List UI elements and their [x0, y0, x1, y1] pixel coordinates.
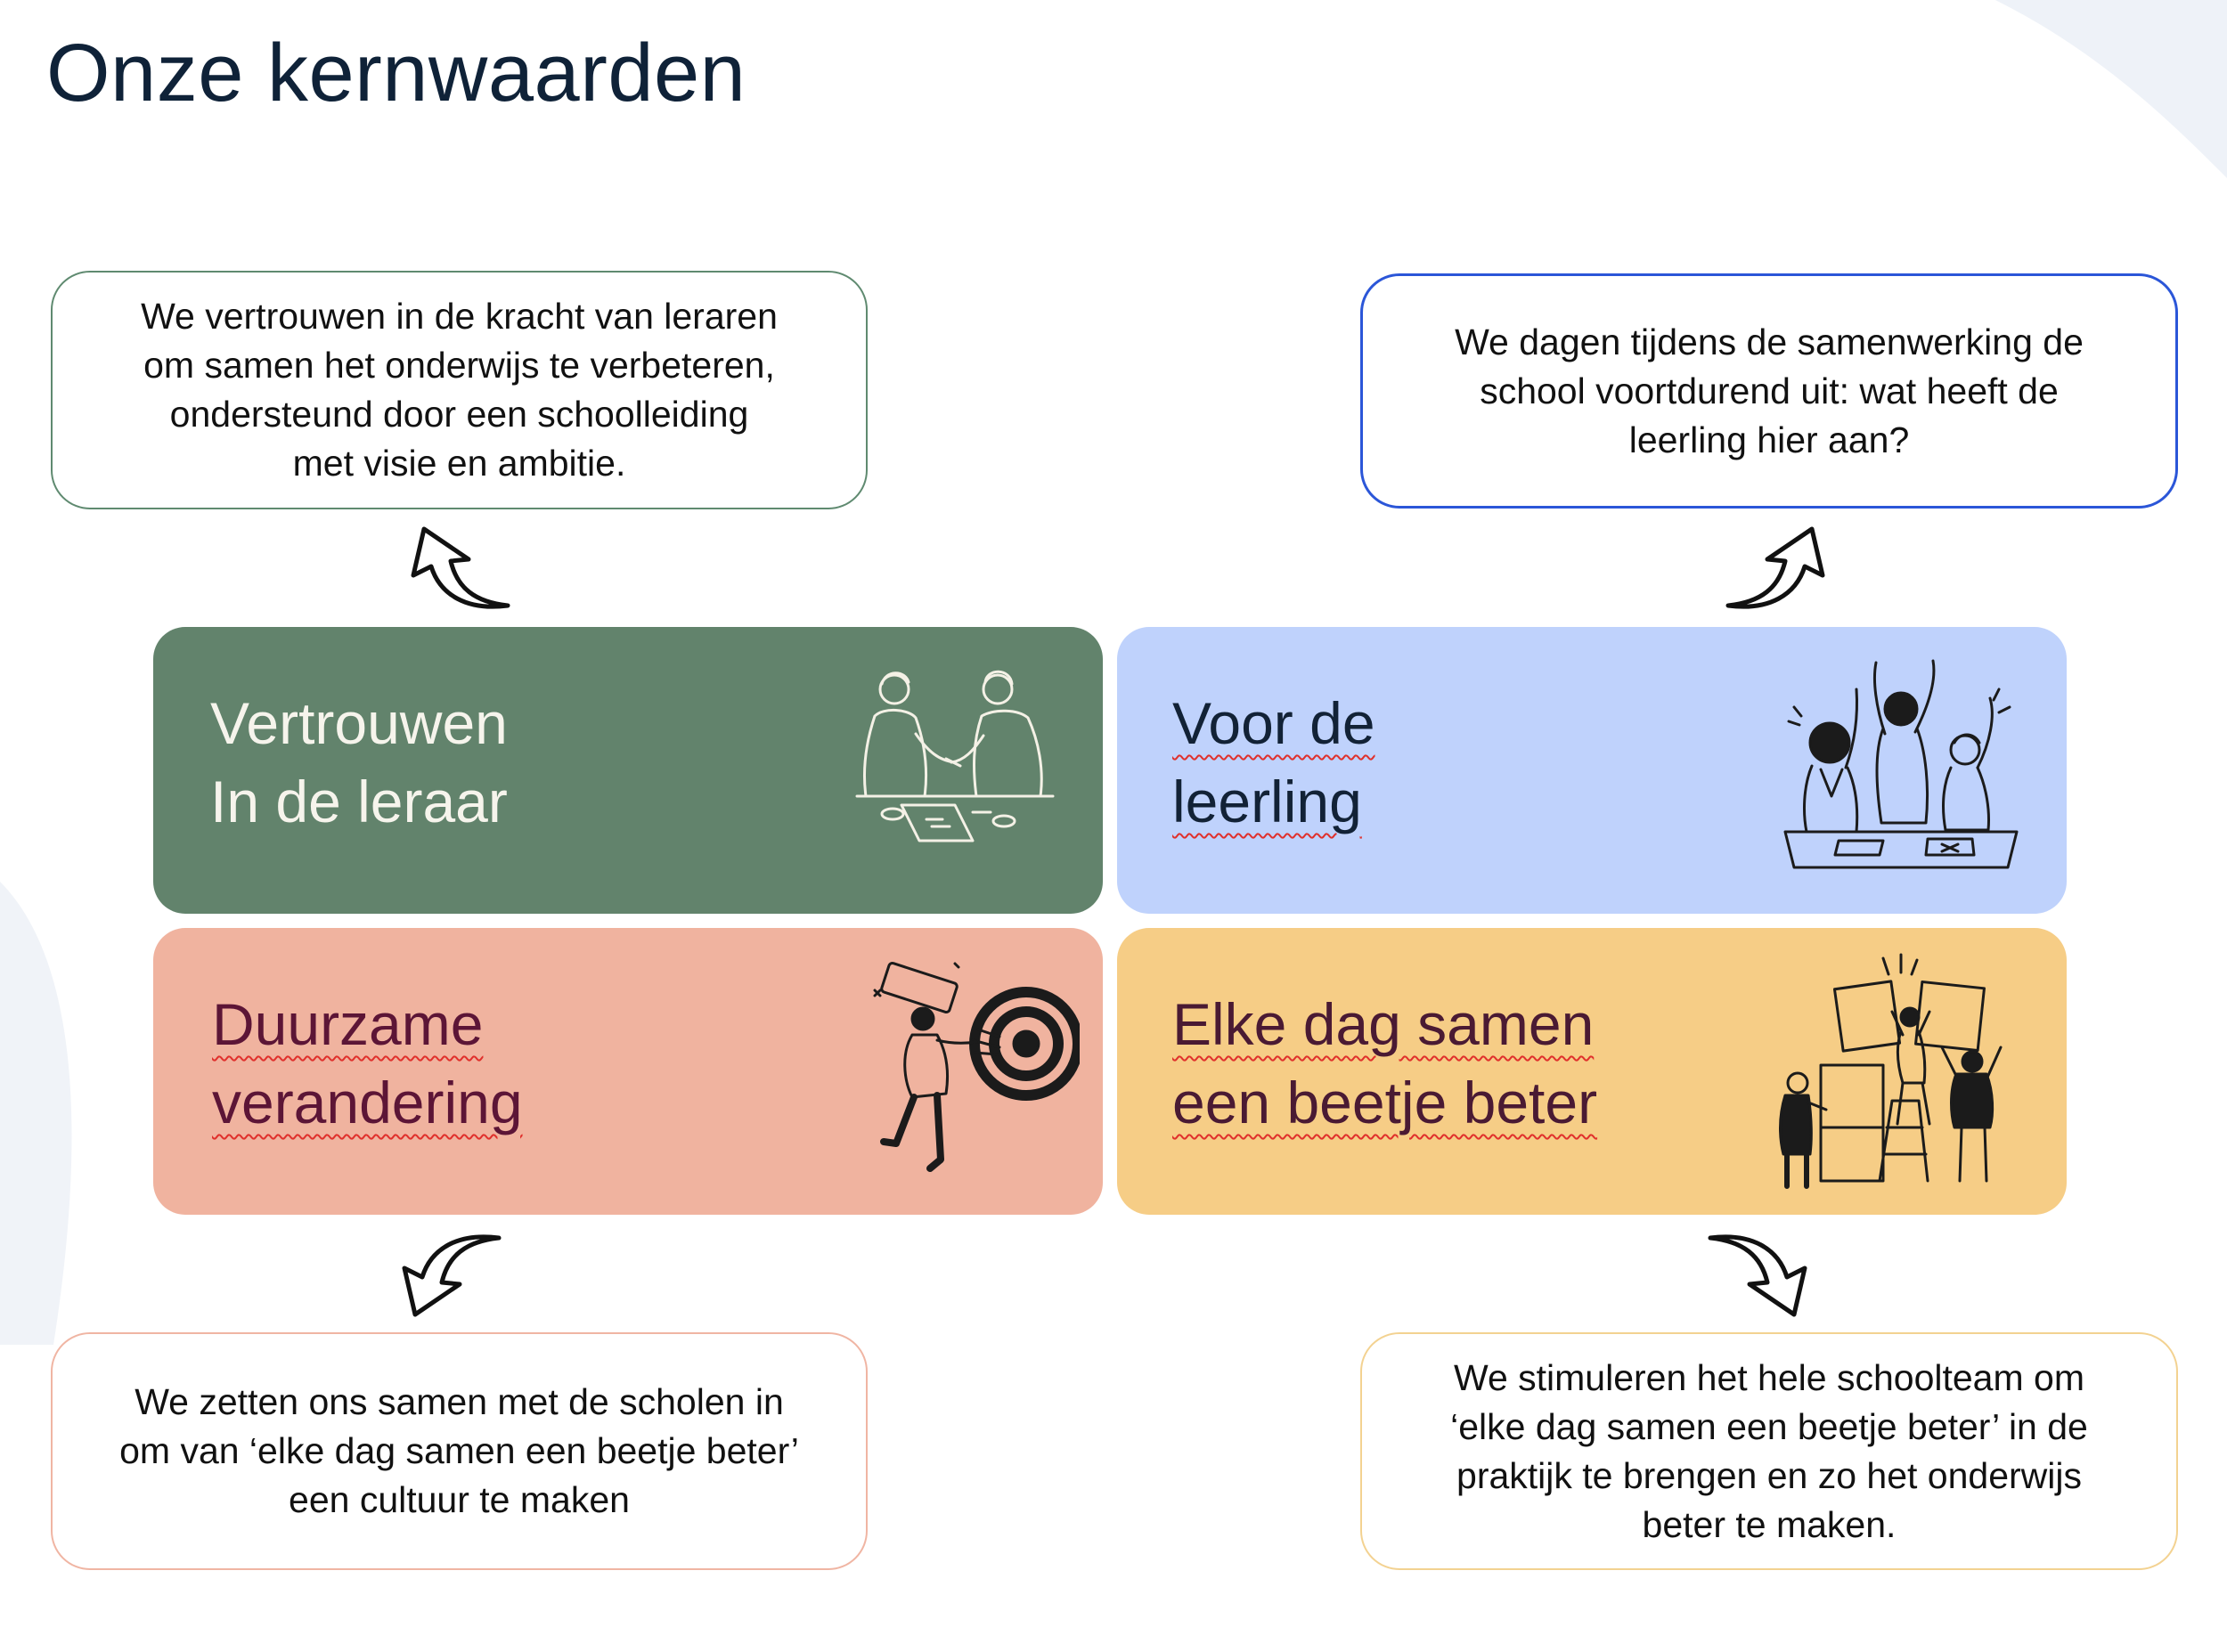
- curved-arrow-up-left-icon: [408, 524, 524, 613]
- description-line: beter te maken.: [1642, 1503, 1897, 1545]
- background-shape-top-right: [1835, 0, 2227, 196]
- description-line: met visie en ambitie.: [292, 443, 626, 484]
- description-line: om samen het onderwijs te verbeteren,: [143, 345, 775, 386]
- description-elke-dag: [1360, 1332, 2178, 1570]
- page-title: Onze kernwaarden: [46, 28, 746, 118]
- value-card-elke-dag: [1117, 928, 2067, 1215]
- curved-arrow-up-right-icon: [1721, 524, 1837, 613]
- cheering-students-icon: [1776, 654, 2026, 885]
- value-title-line: In de leraar: [210, 769, 508, 834]
- value-title: [212, 985, 523, 1142]
- value-title-line: Elke dag samen: [1172, 991, 1595, 1057]
- value-card-duurzaam: [153, 928, 1103, 1215]
- description-line: ‘elke dag samen een beetje beter’ in de: [1450, 1405, 2088, 1447]
- value-card-leerling: [1117, 627, 2067, 914]
- team-building-blocks-icon: [1767, 949, 2035, 1199]
- description-line: praktijk te brengen en zo het onderwijs: [1456, 1454, 2082, 1496]
- value-title: [1172, 985, 1597, 1142]
- description-line: ondersteund door een schoolleiding: [169, 394, 749, 435]
- value-title-line: Duurzame: [212, 991, 484, 1057]
- target-pull-icon: [866, 955, 1080, 1195]
- value-title-line: Vertrouwen: [210, 690, 508, 756]
- value-title: [1172, 684, 1375, 841]
- description-line: We vertrouwen in de kracht van leraren: [141, 296, 778, 337]
- description-line: een cultuur te maken: [289, 1479, 630, 1520]
- description-line: We zetten ons samen met de scholen in: [135, 1381, 784, 1422]
- value-title-line: een beetje beter: [1172, 1070, 1598, 1135]
- description-vertrouwen: [51, 271, 868, 509]
- description-line: school voortdurend uit: wat heeft de: [1480, 370, 2059, 411]
- value-card-vertrouwen: [153, 627, 1103, 914]
- description-line: We dagen tijdens de samenwerking de: [1455, 321, 2084, 362]
- description-leerling: [1360, 273, 2178, 509]
- description-line: We stimuleren het hele schoolteam om: [1454, 1356, 2084, 1398]
- value-title-line: verandering: [212, 1070, 523, 1135]
- background-shape-left: [0, 882, 107, 1345]
- description-duurzaam: [51, 1332, 868, 1570]
- value-title-line: leerling: [1172, 769, 1362, 834]
- curved-arrow-down-left-icon: [399, 1231, 515, 1320]
- value-title-line: Voor de: [1172, 690, 1375, 756]
- description-line: om van ‘elke dag samen een beetje beter’: [119, 1430, 799, 1471]
- curved-arrow-down-right-icon: [1703, 1231, 1819, 1320]
- value-title: [210, 684, 508, 841]
- description-line: leerling hier aan?: [1628, 419, 1910, 460]
- handshake-meeting-icon: [839, 663, 1062, 876]
